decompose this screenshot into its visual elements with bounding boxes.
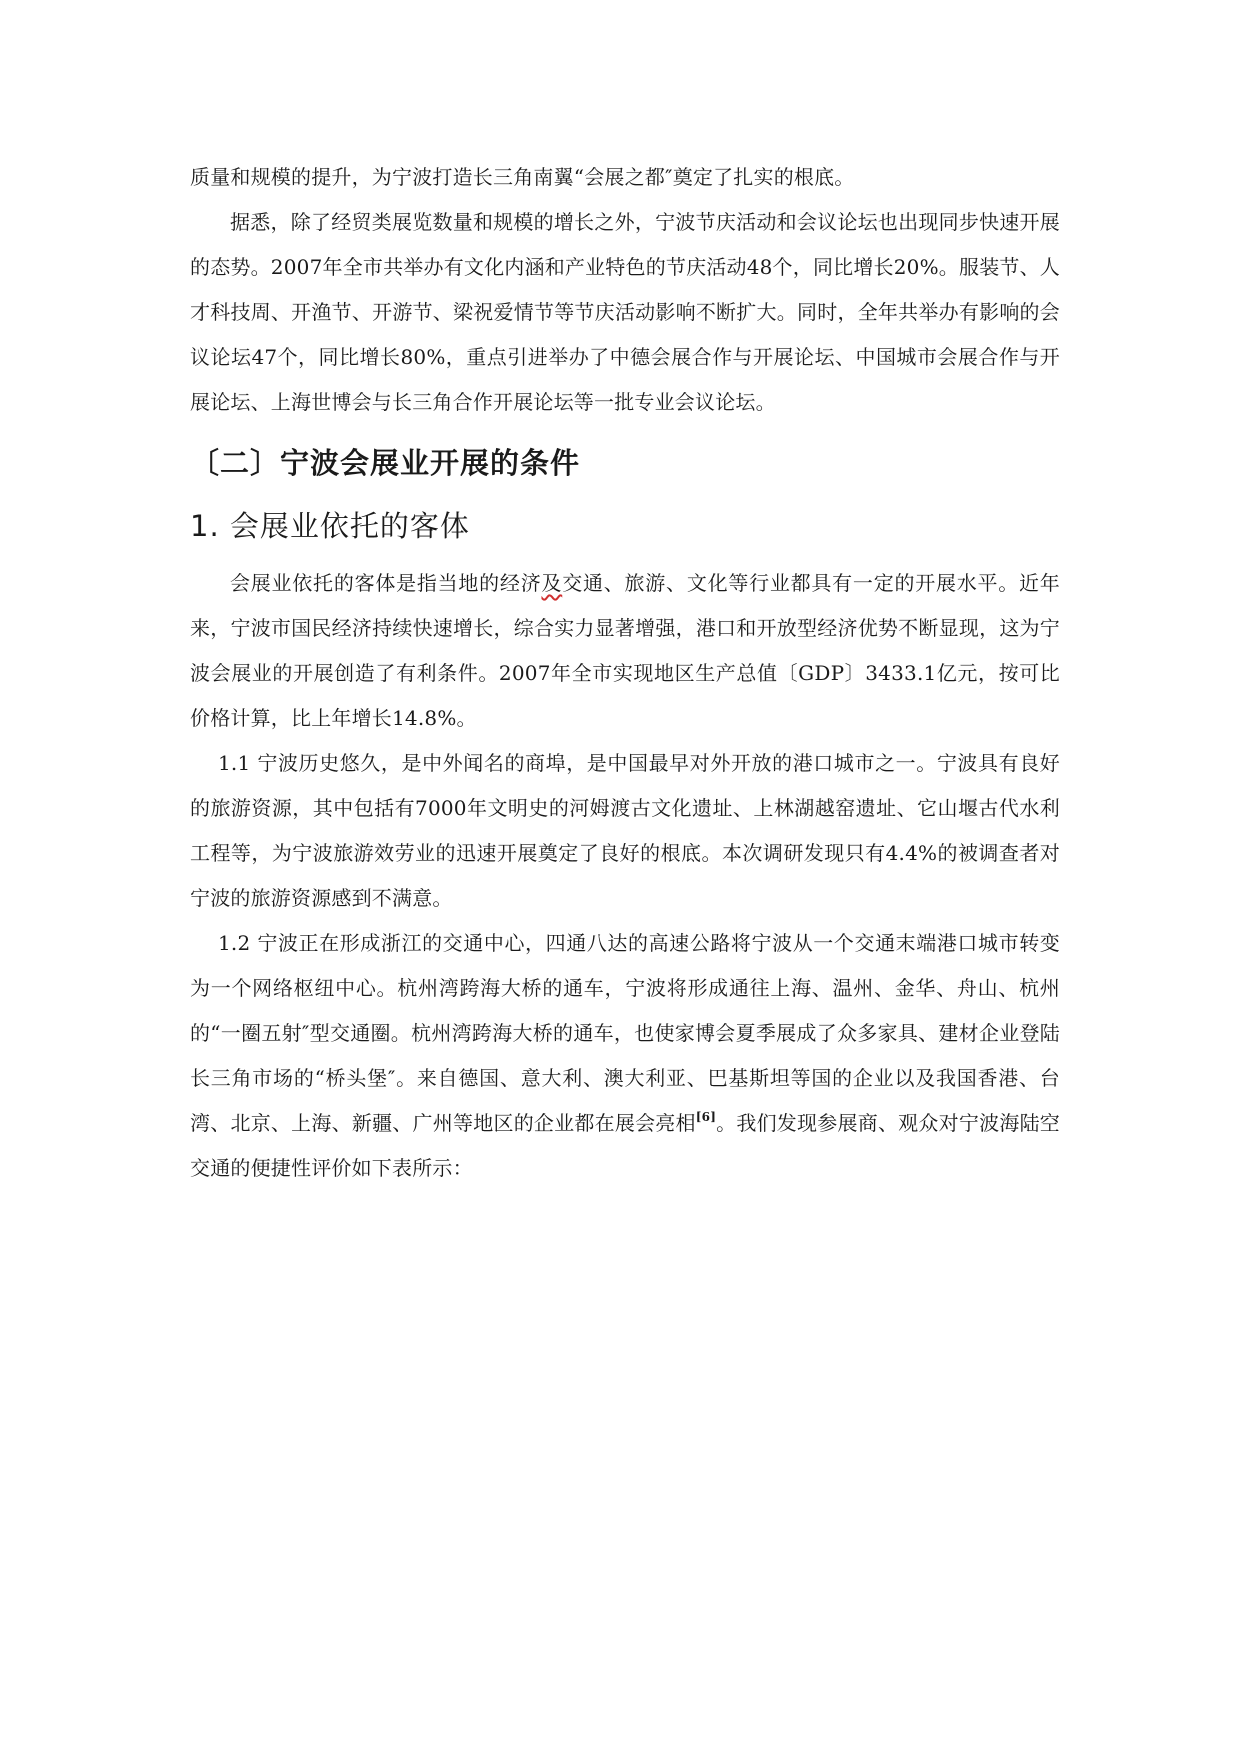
paragraph-subject-text-a: 会展业依托的客体是指当地的经济 bbox=[230, 571, 542, 595]
document-page bbox=[190, 155, 1060, 1191]
subsection-heading: 1. 会展业依托的客体 bbox=[190, 509, 470, 543]
spellcheck-marked-word: 及 bbox=[541, 571, 563, 595]
section-heading: 〔二〕宁波会展业开展的条件 bbox=[190, 446, 581, 480]
paragraph-1-2-text-b: 。我们发现参展商、观众对宁波海陆空交通的便捷性评价如下表所示： bbox=[190, 1111, 1060, 1180]
paragraph-1-2 bbox=[190, 921, 1060, 1191]
paragraph-subject bbox=[190, 561, 1060, 741]
paragraph-intro: 质量和规模的提升，为宁波打造长三角南翼“会展之都″奠定了扎实的根底。 bbox=[190, 165, 855, 189]
paragraph-1-2-text-a: 1.2 宁波正在形成浙江的交通中心，四通八达的高速公路将宁波从一个交通末端港口城市转变为一个网络枢纽中心。杭州湾跨海大桥的通车，宁波将形成通往上海、温州、金华、舟山、杭州的“一圈五射″型交通圈。杭州湾跨海大桥的通车，也使家博会夏季展成了众多家具、建材企业登陆长三角市场的“桥头堡″。来自德国、意大利、澳大利亚、巴基斯坦等国的企业以及我国香港、台湾、北京、上海、新疆、广州等地区的企业都在展会亮相 bbox=[190, 931, 1060, 1135]
paragraph-subject-text-b: 交通、旅游、文化等行业都具有一定的开展水平。近年来，宁波市国民经济持续快速增长，综合实力显著增强，港口和开放型经济优势不断显现，这为宁波会展业的开展创造了有利条件。2007年全市实现地区生产总值〔GDP〕3433.1亿元，按可比价格计算，比上年增长14.8%。 bbox=[190, 571, 1060, 730]
paragraph-festival: 据悉，除了经贸类展览数量和规模的增长之外，宁波节庆活动和会议论坛也出现同步快速开展的态势。2007年全市共举办有文化内涵和产业特色的节庆活动48个，同比增长20%。服装节、人才科技周、开渔节、开游节、梁祝爱情节等节庆活动影响不断扩大。同时，全年共举办有影响的会议论坛47个，同比增长80%，重点引进举办了中德会展合作与开展论坛、中国城市会展合作与开展论坛、上海世博会与长三角合作开展论坛等一批专业会议论坛。 bbox=[190, 210, 1061, 414]
paragraph-1-1: 1.1 宁波历史悠久，是中外闻名的商埠，是中国最早对外开放的港口城市之一。宁波具有良好的旅游资源，其中包括有7000年文明史的河姆渡古文化遗址、上林湖越窑遗址、它山堰古代水利工程等，为宁波旅游效劳业的迅速开展奠定了良好的根底。本次调研发现只有4.4%的被调查者对宁波的旅游资源感到不满意。 bbox=[190, 751, 1060, 910]
citation-reference[interactable]: [6] bbox=[695, 1110, 717, 1124]
